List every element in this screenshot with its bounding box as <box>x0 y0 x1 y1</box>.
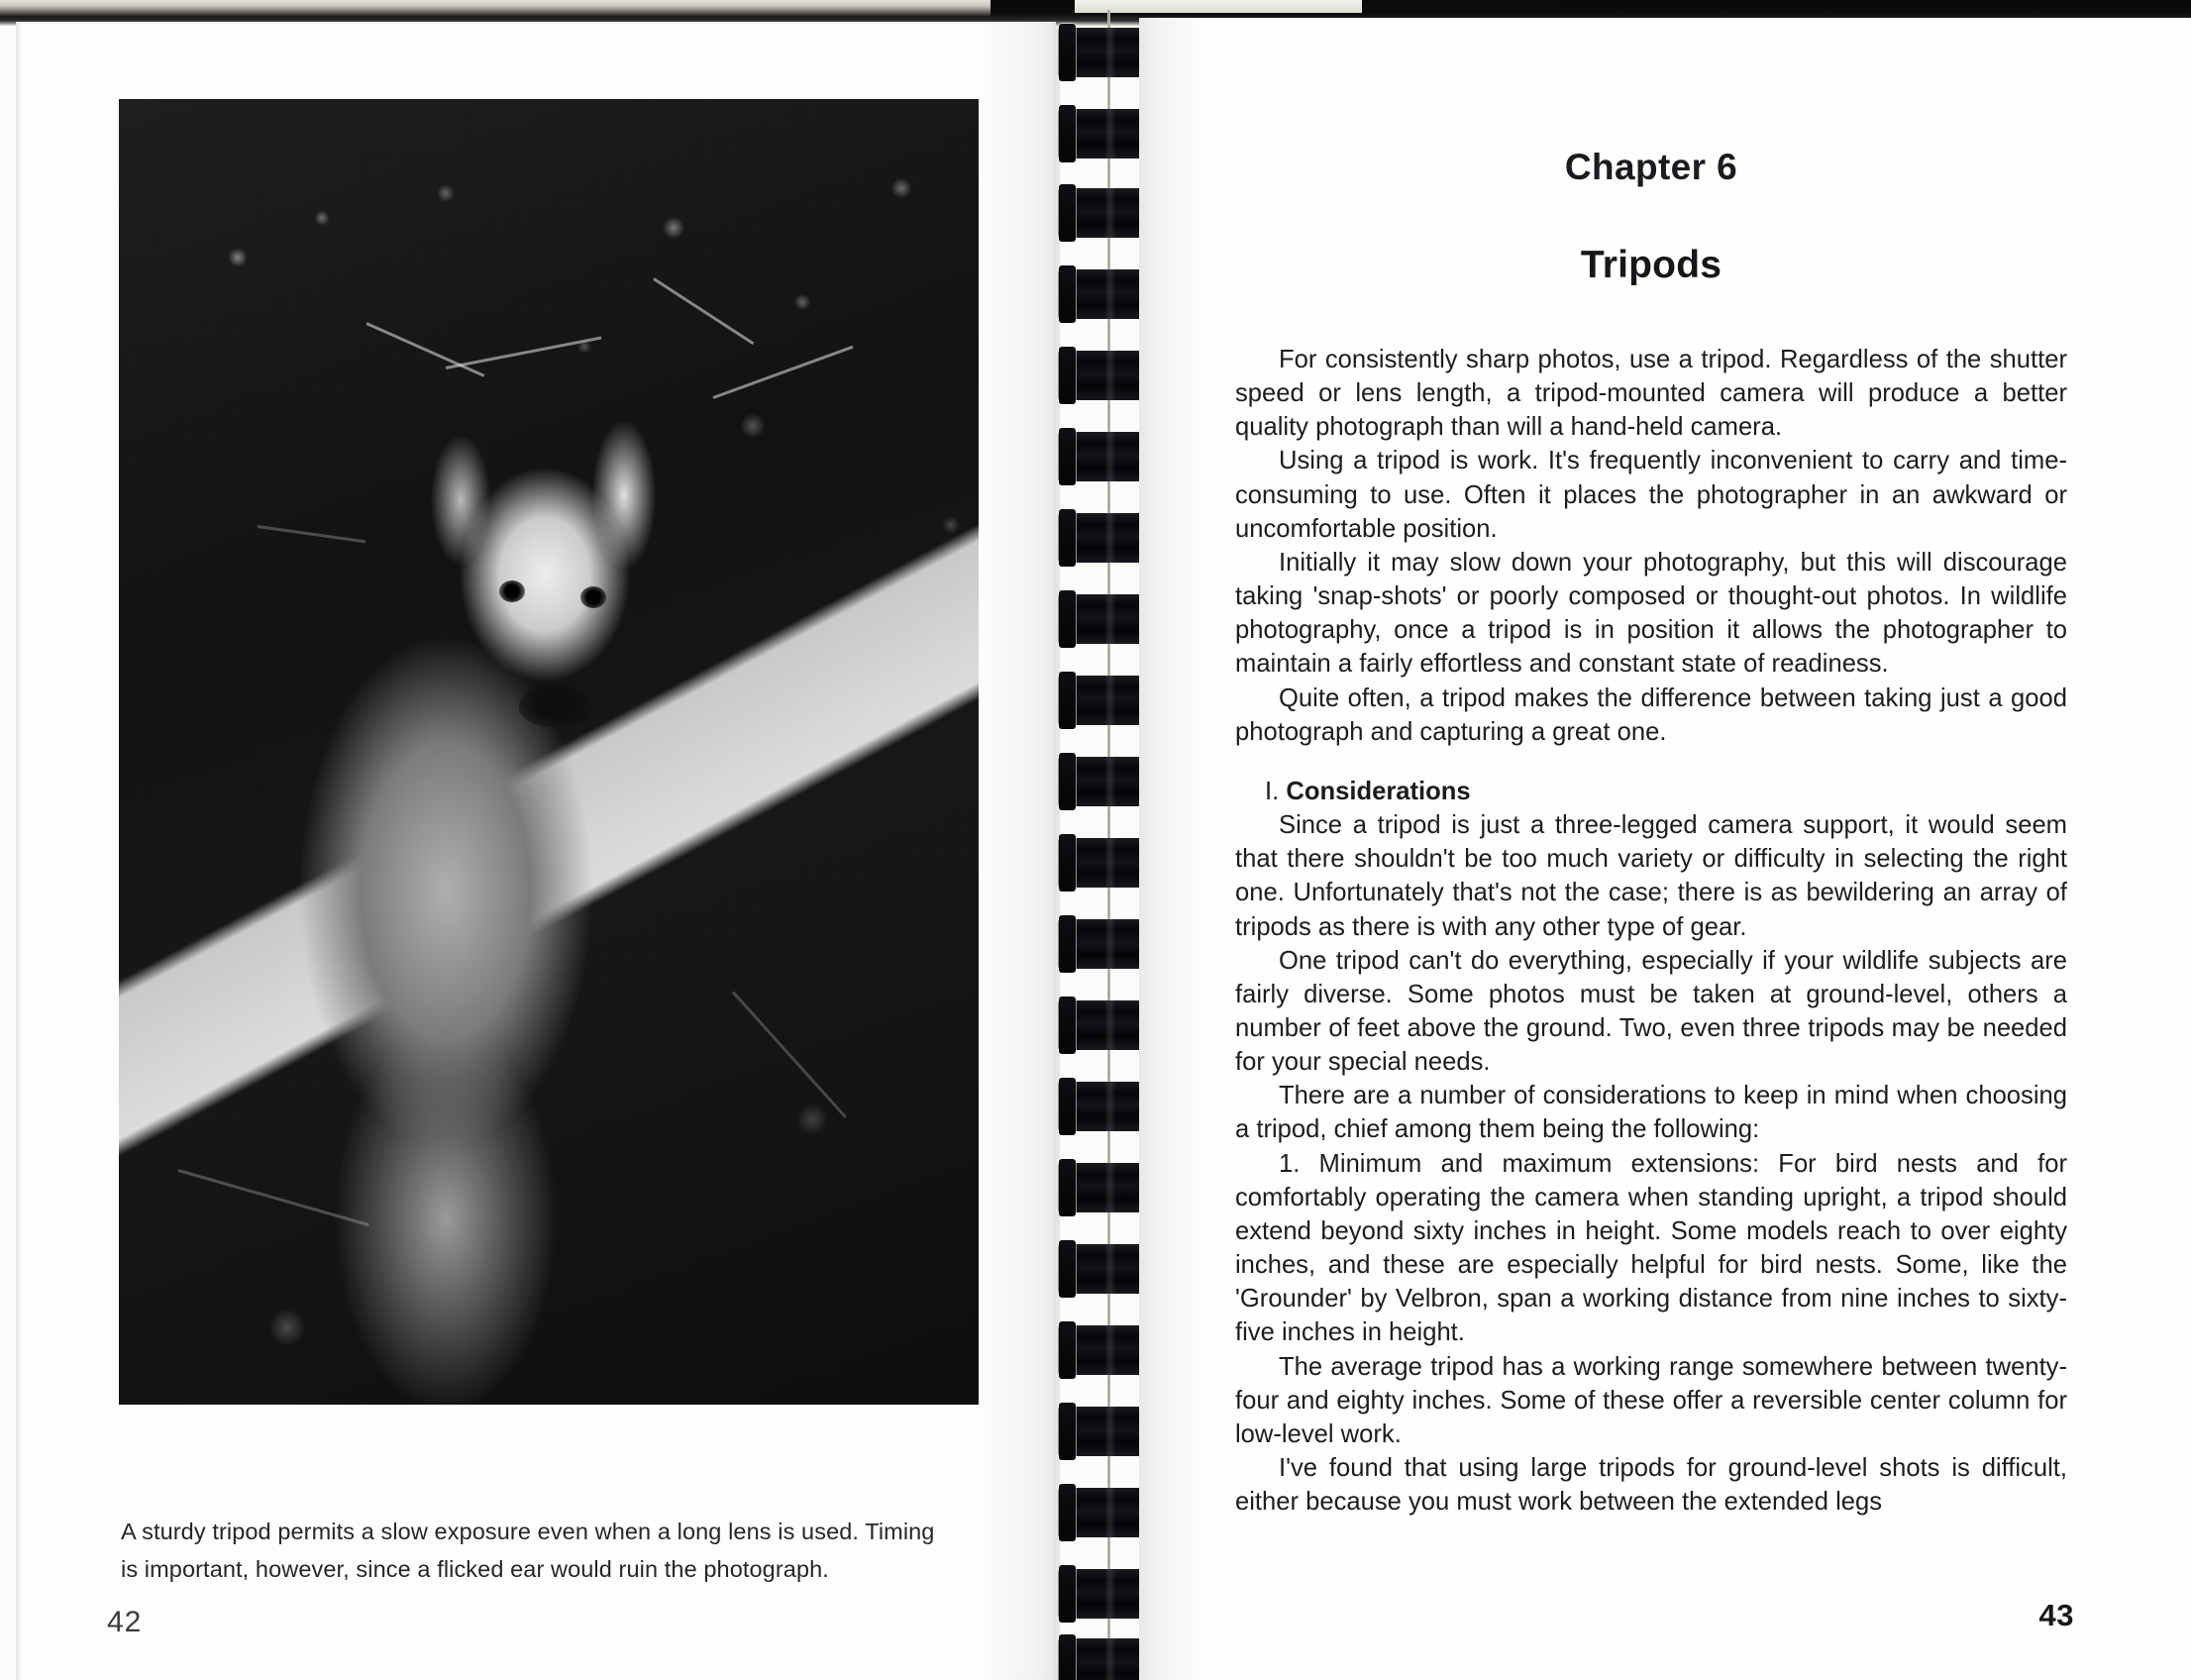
deer-muzzle <box>519 683 592 727</box>
branch-twig <box>258 525 365 543</box>
text-column <box>1235 147 2067 1519</box>
photograph-image <box>119 99 979 1405</box>
paragraph: For consistently sharp photos, use a tripod. Regardless of the shutter speed or lens length, a tripod-mounted camera will produce a better quality photograph than will a hand-held camera. <box>1235 346 2067 442</box>
scan-top-edge-left <box>0 0 991 17</box>
branch-twig <box>653 277 754 345</box>
page-number-left: 42 <box>107 1606 143 1638</box>
paragraph: 1. Minimum and maximum extensions: For bird nests and for comfortably operating the camera when standing upright, a tripod should extend beyond sixty inches in height. Some models reach to over eighty inches, and these are especially helpful for bird nests. Some, like the 'Grounder' by Velbron, span a working distance from nine inches to sixty-five inches in height. <box>1235 1149 2067 1347</box>
branch-twig <box>712 346 853 399</box>
body-text <box>1235 343 2067 1519</box>
photo-caption: A sturdy tripod permits a slow exposure even when a long lens is used. Timing is important, however, since a flicked ear would ruin the photograph. <box>121 1519 935 1583</box>
branch-twig <box>365 322 484 377</box>
paragraph: Using a tripod is work. It's frequently inconvenient to carry and time-consuming to use. Often it places the photographer in an awkward or uncomfortable position. <box>1235 447 2067 543</box>
right-gutter-shadow <box>1139 18 1208 1680</box>
left-gutter-shadow <box>981 22 1060 1680</box>
section-number: I. <box>1265 777 1280 805</box>
paragraph: The average tripod has a working range somewhere between twenty-four and eighty inches. Some of these offer a reversible center column for low-level work. <box>1235 1352 2067 1448</box>
page-number-right: 43 <box>2038 1598 2074 1632</box>
paragraph: I've found that using large tripods for ground-level shots is difficult, either because you must work between the extended legs <box>1235 1454 2067 1517</box>
scan-top-edge-dark-patch <box>1362 0 1560 9</box>
paragraph: Quite often, a tripod makes the difference between taking just a good photograph and capturing a great one. <box>1235 683 2067 746</box>
paragraph: There are a number of considerations to keep in mind when choosing a tripod, chief among them being the following: <box>1235 1082 2067 1144</box>
deer-eye-left <box>499 580 525 602</box>
paragraph: Since a tripod is just a three-legged camera support, it would seem that there shouldn't be too much variety or difficulty in selecting the right one. Unfortunately that's not the case; there is as bewildering an array of tripods as there is with any other type of gear. <box>1235 811 2067 941</box>
deer-photograph <box>119 99 979 1405</box>
paragraph: One tripod can't do everything, especially if your wildlife subjects are fairly diverse. Some photos must be taken at ground-level, others a number of feet above the ground. Two, even three tripods may be needed for your special needs. <box>1235 946 2067 1077</box>
branch-twig <box>446 336 602 368</box>
branch-twig <box>732 991 847 1117</box>
deer-eye-right <box>580 586 606 608</box>
section-heading-label: Considerations <box>1286 777 1471 805</box>
chapter-title: Tripods <box>1580 244 1722 286</box>
section-heading <box>1235 775 2067 808</box>
branch-twig <box>178 1169 369 1226</box>
chapter-label: Chapter 6 <box>1564 147 1738 187</box>
paragraph: Initially it may slow down your photography, but this will discourage taking 'snap-shots' or poorly composed or thought-out photos. In wildlife photography, once a tripod is in position it allows the photographer to maintain a fairly effortless and constant state of readiness. <box>1235 548 2067 679</box>
